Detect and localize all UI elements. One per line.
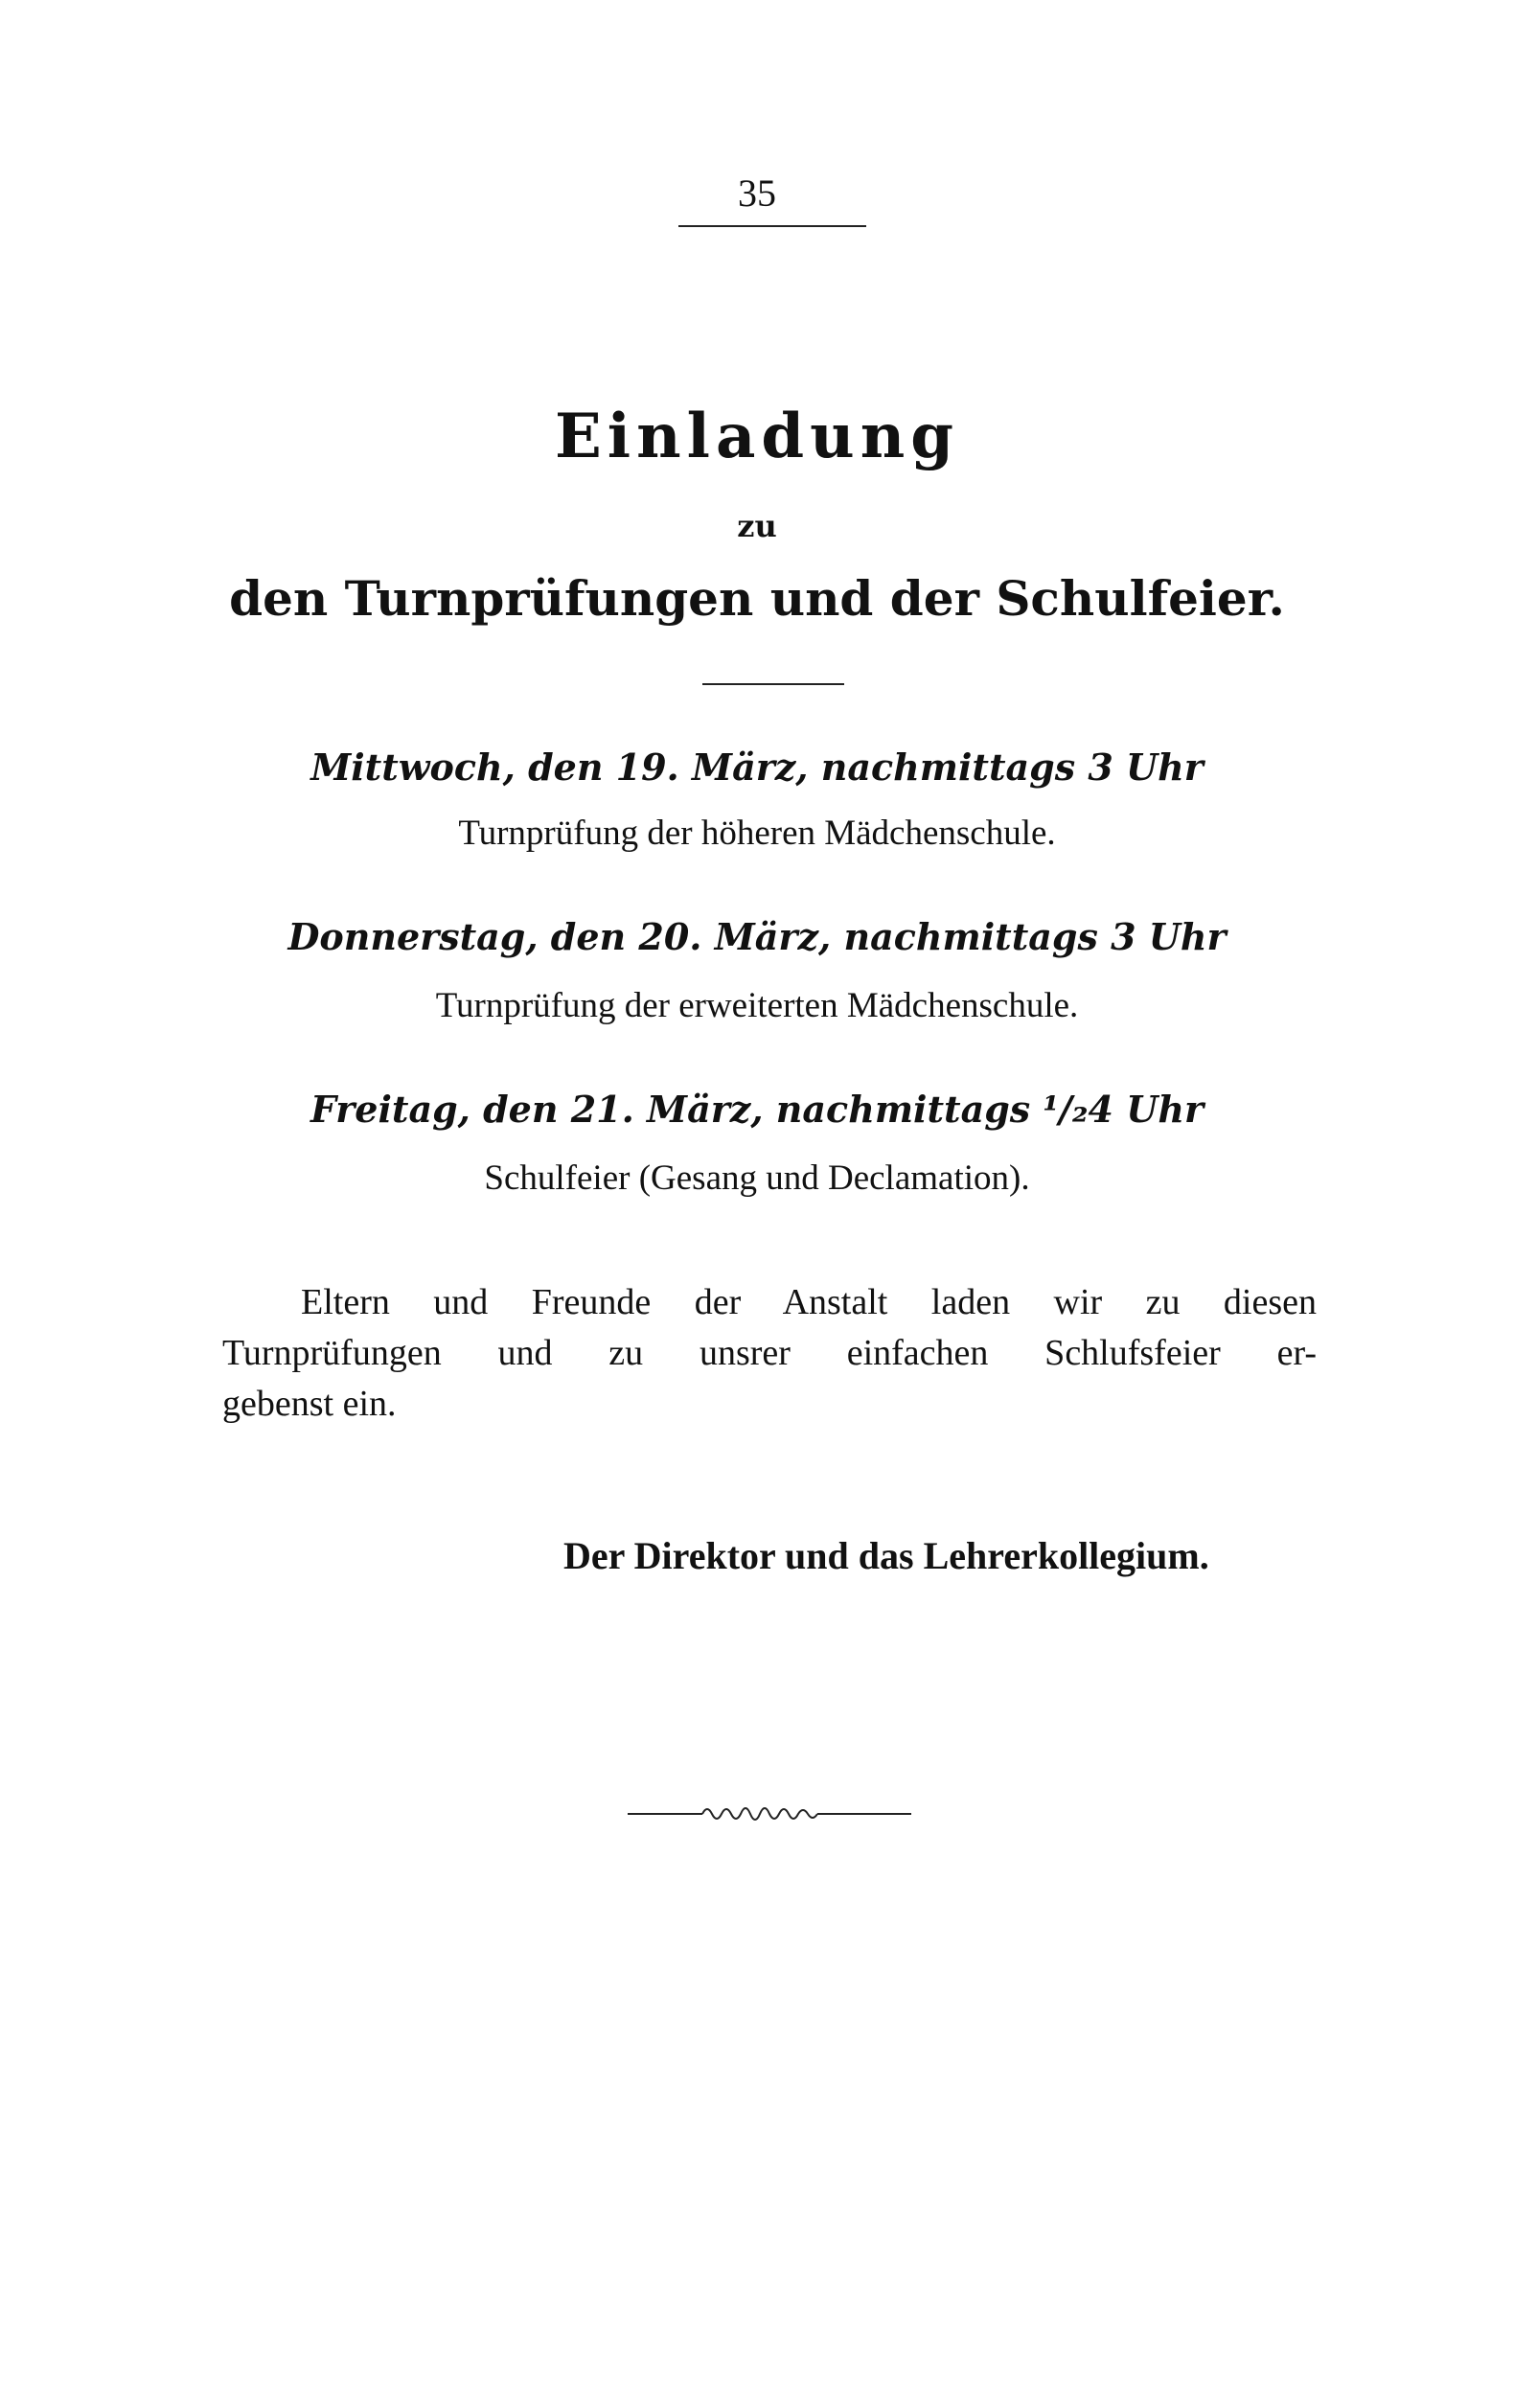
event-description: Turnprüfung der höheren Mädchenschule. (458, 814, 1056, 853)
section-divider (702, 683, 844, 685)
paragraph-line: Eltern und Freunde der Anstalt laden wir zu diesen (301, 1282, 1317, 1322)
invitation-subtitle: den Turnprüfungen und der Schulfeier. (229, 570, 1285, 627)
event-description: Turnprüfung der erweiterten Mädchenschule. (435, 986, 1079, 1025)
end-ornament (628, 1797, 911, 1825)
paragraph-line: gebenst ein. (222, 1384, 397, 1424)
invitation-paragraph (222, 1277, 1317, 1430)
signature: Der Direktor und das Lehrerkollegium. (563, 1534, 1209, 1577)
event-description: Schulfeier (Gesang und Declamation). (484, 1158, 1030, 1198)
page-number: 35 (738, 172, 776, 215)
event-date: Freitag, den 21. März, nachmittags ¹/₂4 Uhr (310, 1088, 1204, 1131)
paragraph-line: Turnprüfungen und zu unsrer einfachen Schlufsfeier er- (222, 1333, 1317, 1373)
event-date: Donnerstag, den 20. März, nachmittags 3 Uhr (287, 915, 1227, 958)
event-date: Mittwoch, den 19. März, nachmittags 3 Uhr (310, 745, 1204, 789)
page-number-rule (678, 225, 866, 227)
title-connector: zu (737, 508, 777, 544)
invitation-title: Einladung (555, 401, 959, 472)
